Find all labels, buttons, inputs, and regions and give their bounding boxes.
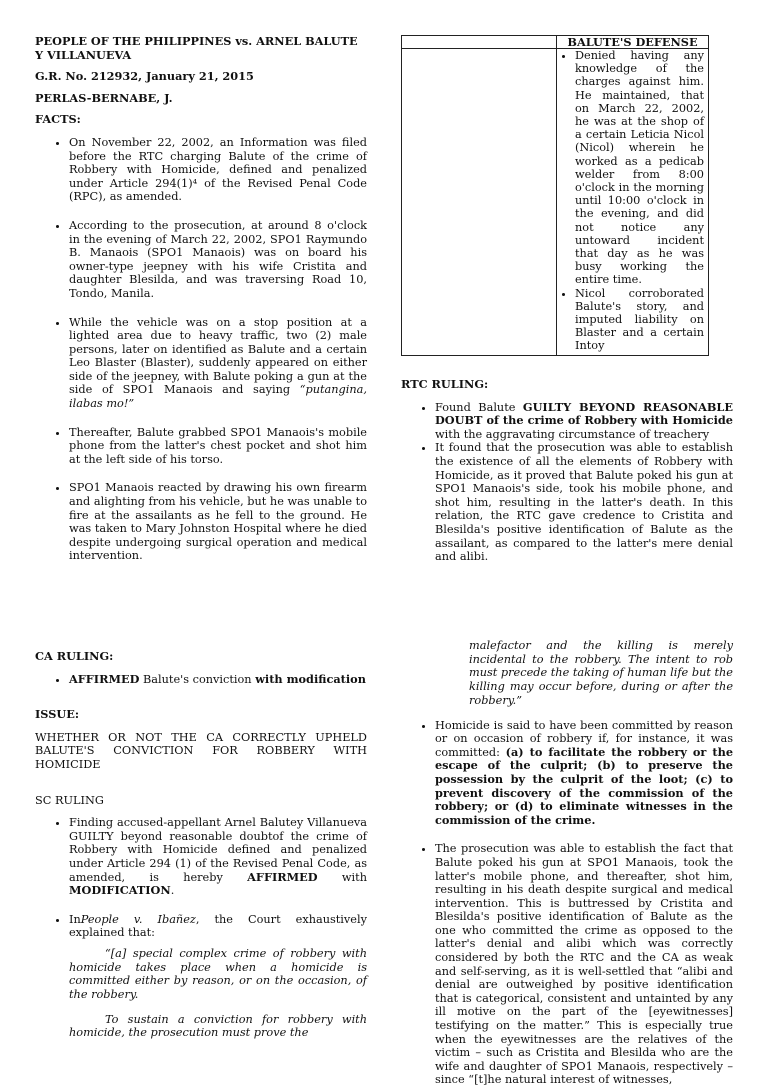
rtc-item-text: with the aggravating circumstance of treachery bbox=[435, 427, 710, 441]
issue-heading: ISSUE: bbox=[35, 707, 79, 722]
sc-heading: SC RULING bbox=[35, 793, 104, 807]
defense-table-blank-cell bbox=[402, 49, 557, 356]
defense-table-header: BALUTE'S DEFENSE bbox=[557, 36, 709, 49]
rtc-heading: RTC RULING: bbox=[401, 377, 489, 391]
defense-item: • Denied having any knowledge of the charges against him. He maintained, that on March 22, 2002, he was at the shop of a certain Leticia Nicol (Nicol) wherein he worked as a pedicab welder from 8:00 o'clock in the morning until 10:00 o'clock in the evening, and did not notice any untoward incident that day as he was busy working the entire time. bbox=[575, 49, 704, 287]
left-column-top bbox=[35, 35, 367, 578]
sc-item-text: . bbox=[170, 884, 175, 898]
ca-heading: CA RULING: bbox=[35, 649, 114, 663]
rtc-item-bold: GUILTY BEYOND REASONABLE DOUBT of the crime of Robbery with Homicide bbox=[435, 399, 733, 428]
sc-affirmed: AFFIRMED bbox=[247, 869, 318, 884]
defense-table-blank-header bbox=[402, 36, 557, 49]
facts-item: • Thereafter, Balute grabbed SPO1 Manaois's mobile phone from the latter's chest pocket and shot him at the left side of his torso. bbox=[69, 426, 367, 467]
defense-table-cell bbox=[557, 49, 709, 356]
prosecution-item: • The prosecution was able to establish the fact that Balute poked his gun at SPO1 Manaois, took the latter's mobile phone, and thereafter, shot him, resulting in his death despite surgical and medical intervention. This is buttressed by Cristita and Blesilda's positive identification of Balute as the one who committed the crime as opposed to the latter's denial and alibi which was correctly considered by both the RTC and the CA as weak and self-serving, as it is well-settled that “alibi and denial are outweighed by positive identification that is categorical, consistent and untainted by any ill motive on the part of the [eyewitnesses] testifying on the matter.” This is especially true when the eyewitnesses are the relatives of the victim – such as Cristita and Blesilda who are the wife and daughter of SPO1 Manaois, respectively – since “[t]he natural interest of witnesses, bbox=[435, 842, 733, 1087]
ca-affirmed: AFFIRMED bbox=[69, 671, 140, 686]
facts-item-quote: “putangina, ilabas mo!” bbox=[69, 383, 367, 411]
sc-item-text: Finding accused-appellant Arnel Balutey Villanueva GUILTY beyond reasonable doubtof the crime of Robbery with Homicide defined and penalized under Article 294 (1) of the Revised Penal Code, as amended, is hereby bbox=[69, 816, 367, 884]
homicide-bold: (a) to facilitate the robbery or the escape of the culprit; (b) to preserve the possession by the culprit of the loot; (c) to prevent discovery of the commission of the robbery; or (d) to eliminate witnesses in the commission of the crime. bbox=[435, 744, 734, 827]
homicide-item bbox=[435, 719, 733, 828]
sc-quote: “[a] special complex crime of robbery with homicide takes place when a homicide is committed either by reason, or on the occasion, of the robbery. bbox=[69, 946, 367, 1001]
facts-item bbox=[69, 316, 367, 411]
ponente: PERLAS-BERNABE, J. bbox=[35, 90, 173, 105]
rtc-item bbox=[435, 401, 733, 442]
homicide-list bbox=[401, 719, 733, 828]
right-column-bottom bbox=[401, 628, 733, 1087]
sc-item bbox=[69, 913, 367, 940]
sc-list bbox=[35, 816, 367, 940]
quote-continuation: malefactor and the killing is merely incidental to the robbery. The intent to rob must precede the taking of human life but the killing may occur before, during or after the robbery.” bbox=[469, 639, 733, 707]
issue-text: WHETHER OR NOT THE CA CORRECTLY UPHELD BALUTE'S CONVICTION FOR ROBBERY WITH HOMICIDE bbox=[35, 730, 367, 771]
case-title: PEOPLE OF THE PHILIPPINES vs. ARNEL BALUTE Y VILLANUEVA bbox=[35, 34, 358, 62]
sc-item-text: In bbox=[69, 912, 81, 926]
rtc-list bbox=[401, 401, 733, 564]
facts-item: • SPO1 Manaois reacted by drawing his own firearm and alighting from his vehicle, but he was unable to fire at the assailants as he fell to the ground. He was taken to Mary Johnston Hospital where he died despite undergoing surgical operation and medical intervention. bbox=[69, 481, 367, 563]
facts-list bbox=[35, 136, 367, 563]
ca-text: Balute's conviction bbox=[139, 672, 256, 686]
ca-item bbox=[69, 673, 367, 687]
gr-number: G.R. No. 212932, January 21, 2015 bbox=[35, 69, 254, 84]
defense-item: • Nicol corroborated Balute's story, and imputed liability on Blaster and a certain Intoy bbox=[575, 287, 704, 353]
ca-list bbox=[35, 673, 367, 687]
facts-item: • According to the prosecution, at around 8 o'clock in the evening of March 22, 2002, SPO1 Raymundo B. Manaois (SPO1 Manaois) was on board his owner-type jeepney with his wife Cristita and daughter Blesilda, and was traversing Road 10, Tondo, Manila. bbox=[69, 219, 367, 301]
sc-item bbox=[69, 816, 367, 898]
rtc-section bbox=[401, 378, 733, 564]
facts-item: • On November 22, 2002, an Information was filed before the RTC charging Balute of the crime of Robbery with Homicide, defined and penalized under Article 294(1)⁴ of the Revised Penal Code (RPC), as amended. bbox=[69, 136, 367, 204]
rtc-item: • It found that the prosecution was able to establish the existence of all the elements of Robbery with Homicide, as it proved that Balute poked his gun at SPO1 Manaois's side, took his mobile phone, and shot him, resulting in the latter's death. In this relation, the RTC gave credence to Cristita and Blesilda's positive identification of Balute as the assailant, as compared to the latter's mere denial and alibi. bbox=[435, 441, 733, 563]
sc-item-text: with bbox=[317, 870, 367, 884]
prosecution-list bbox=[401, 842, 733, 1087]
sc-item-text: , the Court exhaustively explained that: bbox=[69, 912, 367, 940]
sc-case-cite: People v. Ibañez bbox=[80, 912, 196, 926]
defense-table bbox=[401, 35, 709, 356]
rtc-item-text: Found Balute bbox=[435, 400, 523, 414]
facts-item-text: While the vehicle was on a stop position at a lighted area due to heavy traffic, two (2) male persons, later on identified as Balute and a certain Leo Blaster (Blaster), suddenly appeared on either side of the jeepney, with Balute poking a gun at the side of SPO1 Manaois and saying bbox=[69, 315, 367, 397]
facts-heading: FACTS: bbox=[35, 112, 81, 127]
ca-modification: with modification bbox=[255, 671, 366, 686]
left-column-bottom bbox=[35, 650, 367, 1051]
sc-modification: MODIFICATION bbox=[69, 883, 171, 898]
homicide-text: Homicide is said to have been committed by reason or on occasion of robbery if, for instance, it was committed: bbox=[435, 718, 733, 759]
sc-quote: To sustain a conviction for robbery with homicide, the prosecution must prove the bbox=[69, 1012, 367, 1040]
